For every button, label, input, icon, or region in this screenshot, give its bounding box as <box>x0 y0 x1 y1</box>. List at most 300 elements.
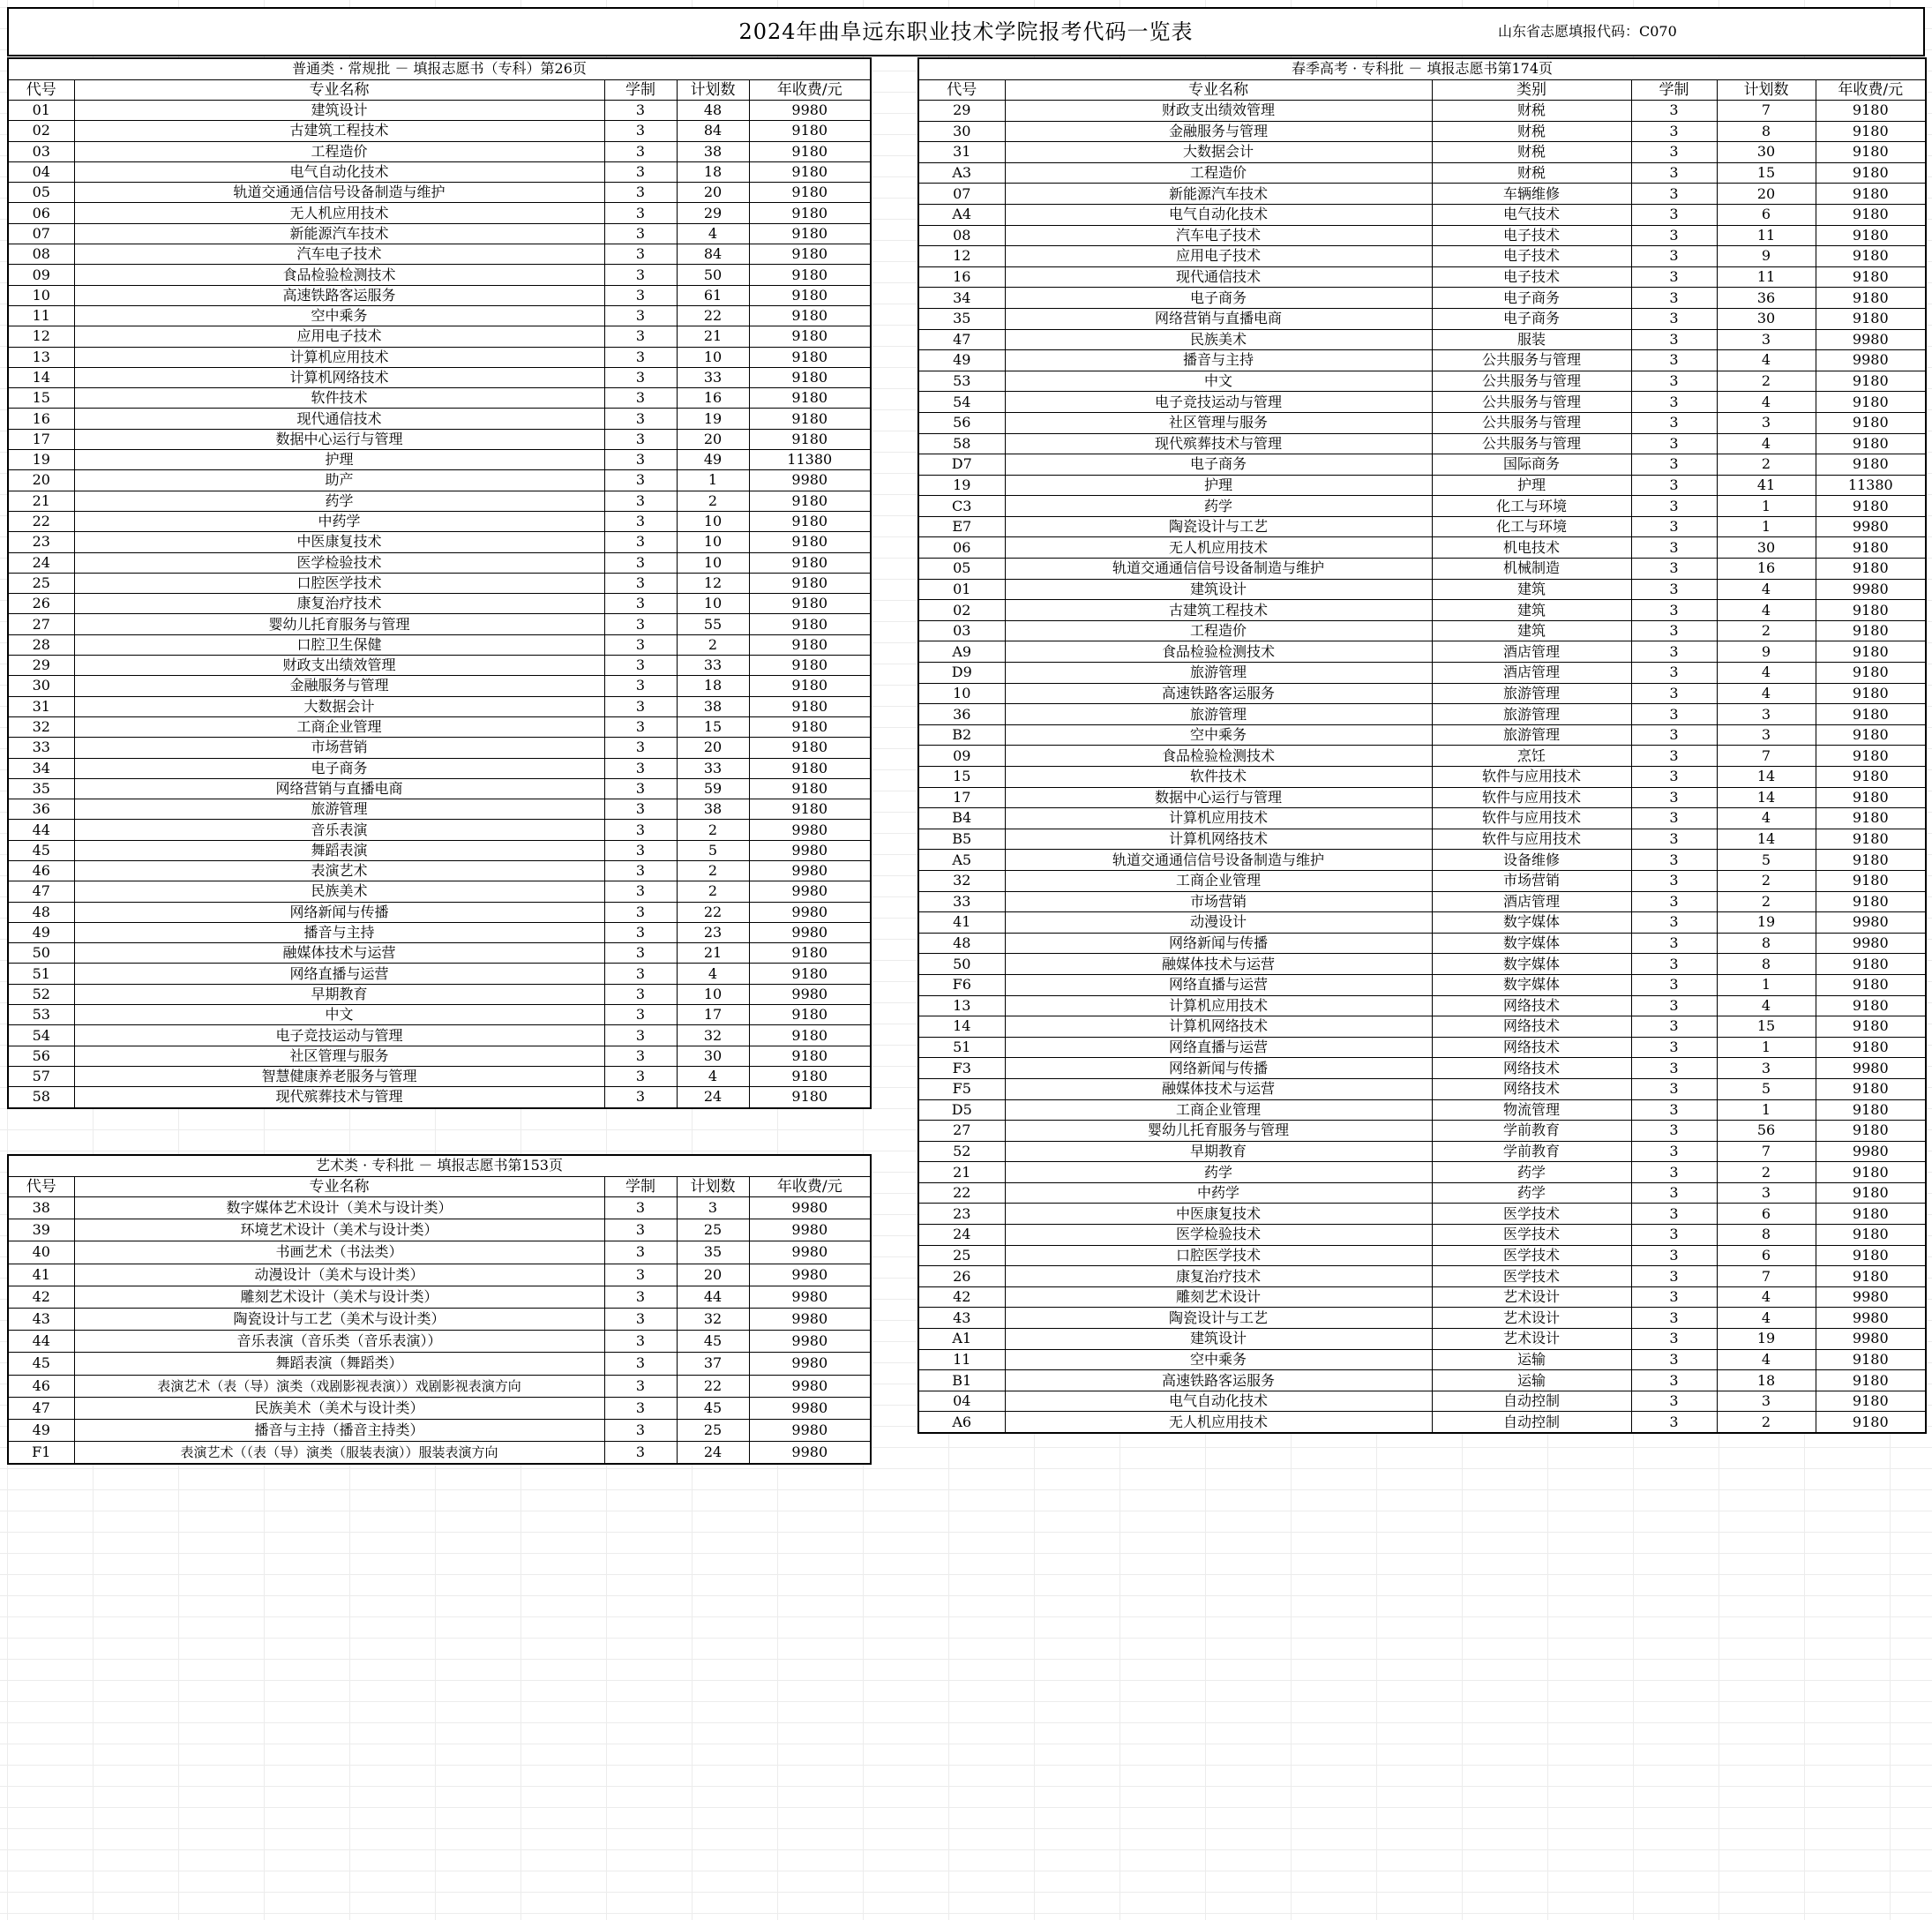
cell-fee: 9180 <box>1816 496 1926 517</box>
cell-code: 47 <box>8 881 74 902</box>
table-row <box>918 1078 1926 1099</box>
cell-fee: 9980 <box>1816 1308 1926 1329</box>
cell-code: D5 <box>918 1099 1005 1121</box>
cell-fee: 9180 <box>749 223 871 244</box>
cell-duration: 3 <box>604 696 677 716</box>
cell-fee: 9180 <box>1816 1016 1926 1038</box>
table-row <box>8 656 871 676</box>
cell-code: A9 <box>918 641 1005 663</box>
cell-duration: 3 <box>604 183 677 203</box>
cell-fee: 9180 <box>749 716 871 737</box>
cell-fee: 11380 <box>1816 475 1926 496</box>
cell-code: 25 <box>8 573 74 593</box>
cell-plan: 21 <box>677 326 749 347</box>
cell-plan: 59 <box>677 778 749 799</box>
cell-fee: 9180 <box>1816 1162 1926 1183</box>
cell-fee: 9980 <box>749 922 871 942</box>
cell-plan: 38 <box>677 799 749 820</box>
cell-duration: 3 <box>604 265 677 285</box>
cell-category: 建筑 <box>1432 579 1631 600</box>
cell-major: 轨道交通通信信号设备制造与维护 <box>74 183 604 203</box>
cell-duration: 3 <box>604 1419 677 1441</box>
cell-category: 软件与应用技术 <box>1432 767 1631 788</box>
cell-code: B2 <box>918 724 1005 746</box>
page-title: 2024年曲阜远东职业技术学院报考代码一览表 <box>738 19 1194 44</box>
cell-code: 20 <box>8 470 74 491</box>
cell-fee: 9180 <box>1816 1204 1926 1225</box>
cell-major: 网络直播与运营 <box>1005 974 1432 995</box>
cell-category: 建筑 <box>1432 600 1631 621</box>
cell-code: 08 <box>8 244 74 265</box>
cell-plan: 15 <box>1717 1016 1816 1038</box>
cell-duration: 3 <box>604 388 677 409</box>
cell-duration: 3 <box>604 1353 677 1375</box>
cell-duration: 3 <box>604 203 677 223</box>
cell-plan: 2 <box>1717 1162 1816 1183</box>
cell-duration: 3 <box>604 367 677 387</box>
cell-major: 药学 <box>74 491 604 511</box>
cell-fee: 9180 <box>1816 829 1926 850</box>
cell-fee: 9180 <box>749 1005 871 1025</box>
cell-fee: 9180 <box>749 183 871 203</box>
cell-duration: 3 <box>604 1397 677 1419</box>
cell-plan: 1 <box>1717 974 1816 995</box>
cell-category: 网络技术 <box>1432 1037 1631 1058</box>
table-row <box>918 392 1926 413</box>
cell-code: A1 <box>918 1329 1005 1350</box>
cell-fee: 9180 <box>749 964 871 984</box>
cell-code: 22 <box>918 1182 1005 1204</box>
cell-plan: 20 <box>677 1264 749 1286</box>
cell-duration: 3 <box>604 1241 677 1264</box>
cell-category: 数字媒体 <box>1432 912 1631 934</box>
cell-plan: 14 <box>1717 767 1816 788</box>
cell-code: 52 <box>8 984 74 1004</box>
table-row <box>8 1264 871 1286</box>
cell-category: 设备维修 <box>1432 850 1631 871</box>
cell-major: 数字媒体艺术设计（美术与设计类） <box>74 1197 604 1219</box>
cell-category: 软件与应用技术 <box>1432 829 1631 850</box>
cell-major: 康复治疗技术 <box>74 594 604 614</box>
cell-fee: 9180 <box>1816 184 1926 205</box>
cell-major: 环境艺术设计（美术与设计类） <box>74 1219 604 1241</box>
cell-duration: 3 <box>604 141 677 161</box>
cell-duration: 3 <box>1631 162 1717 184</box>
cell-major: 电气自动化技术 <box>74 161 604 182</box>
table-row <box>8 943 871 964</box>
column-header-fee: 年收费/元 <box>749 1176 871 1197</box>
cell-duration: 3 <box>1631 1329 1717 1350</box>
cell-major: 数据中心运行与管理 <box>74 429 604 449</box>
cell-fee: 9180 <box>749 656 871 676</box>
cell-plan: 15 <box>1717 162 1816 184</box>
cell-code: 17 <box>8 429 74 449</box>
table-row <box>8 1419 871 1441</box>
cell-plan: 4 <box>1717 995 1816 1016</box>
cell-fee: 9180 <box>1816 808 1926 829</box>
table-row <box>8 244 871 265</box>
cell-plan: 21 <box>677 943 749 964</box>
cell-duration: 3 <box>604 634 677 655</box>
column-header-major: 专业名称 <box>1005 79 1432 101</box>
cell-plan: 2 <box>1717 1412 1816 1433</box>
cell-major: 音乐表演（音乐类（音乐表演）） <box>74 1331 604 1353</box>
table-row <box>8 1375 871 1397</box>
cell-fee: 9180 <box>1816 1182 1926 1204</box>
cell-code: 53 <box>918 371 1005 392</box>
cell-category: 化工与环境 <box>1432 496 1631 517</box>
cell-category: 公共服务与管理 <box>1432 392 1631 413</box>
cell-category: 酒店管理 <box>1432 663 1631 684</box>
table-row <box>8 594 871 614</box>
cell-duration: 3 <box>1631 454 1717 476</box>
column-header-code: 代号 <box>8 79 74 101</box>
cell-code: 50 <box>8 943 74 964</box>
cell-code: 10 <box>918 683 1005 704</box>
cell-duration: 3 <box>1631 184 1717 205</box>
cell-duration: 3 <box>1631 412 1717 433</box>
cell-plan: 3 <box>1717 412 1816 433</box>
cell-duration: 3 <box>1631 559 1717 580</box>
cell-fee: 9180 <box>749 265 871 285</box>
cell-duration: 3 <box>1631 870 1717 891</box>
cell-code: 46 <box>8 1375 74 1397</box>
cell-fee: 9180 <box>1816 663 1926 684</box>
cell-major: 旅游管理 <box>1005 663 1432 684</box>
cell-major: 计算机网络技术 <box>1005 829 1432 850</box>
cell-duration: 3 <box>1631 1308 1717 1329</box>
cell-fee: 9180 <box>1816 308 1926 329</box>
cell-duration: 3 <box>1631 1245 1717 1266</box>
table-row <box>918 1121 1926 1142</box>
cell-major: 助产 <box>74 470 604 491</box>
cell-code: 16 <box>8 409 74 429</box>
cell-plan: 4 <box>1717 1308 1816 1329</box>
cell-major: 中药学 <box>74 511 604 531</box>
cell-fee: 9180 <box>1816 392 1926 413</box>
cell-duration: 3 <box>604 758 677 778</box>
cell-code: 50 <box>918 954 1005 975</box>
cell-duration: 3 <box>604 409 677 429</box>
cell-major: 新能源汽车技术 <box>1005 184 1432 205</box>
table-row <box>918 600 1926 621</box>
cell-major: 护理 <box>1005 475 1432 496</box>
cell-plan: 2 <box>1717 870 1816 891</box>
cell-fee: 9980 <box>749 101 871 121</box>
cell-major: 融媒体技术与运营 <box>74 943 604 964</box>
cell-code: 48 <box>8 902 74 922</box>
cell-code: 13 <box>918 995 1005 1016</box>
cell-category: 财税 <box>1432 101 1631 122</box>
cell-fee: 9980 <box>749 1219 871 1241</box>
table-row <box>918 308 1926 329</box>
cell-duration: 3 <box>604 840 677 860</box>
cell-fee: 9980 <box>1816 1141 1926 1162</box>
table-row <box>918 101 1926 122</box>
cell-fee: 9980 <box>1816 579 1926 600</box>
table-row <box>8 573 871 593</box>
cell-fee: 9180 <box>1816 412 1926 433</box>
cell-code: 42 <box>8 1286 74 1308</box>
cell-category: 自动控制 <box>1432 1391 1631 1412</box>
cell-duration: 3 <box>1631 496 1717 517</box>
cell-duration: 3 <box>1631 1037 1717 1058</box>
cell-major: 高速铁路客运服务 <box>1005 683 1432 704</box>
cell-code: 23 <box>918 1204 1005 1225</box>
table-row <box>918 537 1926 559</box>
table-row <box>8 902 871 922</box>
cell-fee: 9180 <box>1816 995 1926 1016</box>
cell-category: 运输 <box>1432 1349 1631 1370</box>
table-row <box>918 767 1926 788</box>
cell-plan: 17 <box>677 1005 749 1025</box>
cell-fee: 9180 <box>1816 787 1926 808</box>
table-row <box>8 1005 871 1025</box>
cell-plan: 2 <box>1717 371 1816 392</box>
cell-major: 智慧健康养老服务与管理 <box>74 1066 604 1086</box>
cell-category: 服装 <box>1432 329 1631 350</box>
cell-plan: 14 <box>1717 829 1816 850</box>
cell-fee: 9180 <box>749 326 871 347</box>
table-row <box>918 184 1926 205</box>
cell-major: 市场营销 <box>74 738 604 758</box>
cell-fee: 9180 <box>1816 225 1926 246</box>
column-header-fee: 年收费/元 <box>749 79 871 101</box>
cell-category: 数字媒体 <box>1432 954 1631 975</box>
cell-fee: 9180 <box>749 676 871 696</box>
cell-major: 软件技术 <box>74 388 604 409</box>
cell-fee: 9180 <box>749 1046 871 1066</box>
cell-plan: 32 <box>677 1025 749 1046</box>
cell-category: 物流管理 <box>1432 1099 1631 1121</box>
cell-plan: 24 <box>677 1442 749 1465</box>
cell-fee: 9180 <box>1816 600 1926 621</box>
cell-major: 舞蹈表演 <box>74 840 604 860</box>
cell-duration: 3 <box>604 860 677 881</box>
cell-code: 36 <box>8 799 74 820</box>
cell-plan: 2 <box>677 881 749 902</box>
cell-duration: 3 <box>1631 1225 1717 1246</box>
cell-duration: 3 <box>1631 121 1717 142</box>
table-row <box>8 305 871 326</box>
cell-fee: 9180 <box>1816 433 1926 454</box>
cell-duration: 3 <box>604 552 677 573</box>
cell-major: 陶瓷设计与工艺（美术与设计类） <box>74 1308 604 1330</box>
cell-plan: 2 <box>1717 891 1816 912</box>
cell-plan: 1 <box>1717 516 1816 537</box>
cell-category: 学前教育 <box>1432 1121 1631 1142</box>
cell-fee: 9180 <box>1816 371 1926 392</box>
cell-major: 旅游管理 <box>74 799 604 820</box>
cell-plan: 2 <box>1717 620 1816 641</box>
cell-fee: 9980 <box>749 1375 871 1397</box>
cell-category: 化工与环境 <box>1432 516 1631 537</box>
cell-fee: 9180 <box>1816 620 1926 641</box>
cell-fee: 9180 <box>749 614 871 634</box>
cell-code: 47 <box>918 329 1005 350</box>
cell-major: 电子商务 <box>74 758 604 778</box>
title-bar <box>7 7 1925 56</box>
cell-duration: 3 <box>604 1331 677 1353</box>
cell-plan: 35 <box>677 1241 749 1264</box>
cell-duration: 3 <box>1631 142 1717 163</box>
cell-code: 56 <box>8 1046 74 1066</box>
cell-duration: 3 <box>1631 1286 1717 1308</box>
cell-major: 建筑设计 <box>1005 579 1432 600</box>
cell-fee: 9180 <box>749 305 871 326</box>
cell-major: 金融服务与管理 <box>1005 121 1432 142</box>
cell-code: 38 <box>8 1197 74 1219</box>
cell-code: 02 <box>8 121 74 141</box>
cell-duration: 3 <box>1631 246 1717 267</box>
cell-duration: 3 <box>604 429 677 449</box>
cell-major: 工程造价 <box>74 141 604 161</box>
table-row <box>8 614 871 634</box>
cell-code: 19 <box>8 450 74 470</box>
table-row <box>8 450 871 470</box>
cell-major: 电子商务 <box>1005 288 1432 309</box>
cell-code: 43 <box>918 1308 1005 1329</box>
cell-plan: 16 <box>677 388 749 409</box>
spring-exam-table <box>917 57 1927 1434</box>
cell-major: 工商企业管理 <box>74 716 604 737</box>
cell-fee: 9980 <box>1816 1058 1926 1079</box>
cell-duration: 3 <box>1631 663 1717 684</box>
cell-code: 14 <box>918 1016 1005 1038</box>
table-row <box>8 367 871 387</box>
cell-plan: 7 <box>1717 1141 1816 1162</box>
cell-duration: 3 <box>1631 641 1717 663</box>
header-row <box>918 79 1926 101</box>
cell-fee: 9180 <box>749 696 871 716</box>
cell-major: 空中乘务 <box>74 305 604 326</box>
cell-duration: 3 <box>604 984 677 1004</box>
cell-code: 03 <box>918 620 1005 641</box>
cell-major: 网络直播与运营 <box>74 964 604 984</box>
cell-fee: 9180 <box>749 799 871 820</box>
cell-plan: 4 <box>1717 600 1816 621</box>
table-row <box>918 266 1926 288</box>
cell-duration: 3 <box>1631 891 1717 912</box>
cell-fee: 9180 <box>749 121 871 141</box>
table-row <box>918 808 1926 829</box>
table-row <box>918 496 1926 517</box>
cell-plan: 10 <box>677 511 749 531</box>
table-row <box>8 265 871 285</box>
cell-duration: 3 <box>1631 101 1717 122</box>
cell-category: 国际商务 <box>1432 454 1631 476</box>
cell-plan: 20 <box>677 738 749 758</box>
cell-plan: 50 <box>677 265 749 285</box>
table-row <box>8 840 871 860</box>
table-row <box>918 1391 1926 1412</box>
table-row <box>918 620 1926 641</box>
cell-category: 艺术设计 <box>1432 1329 1631 1350</box>
cell-plan: 8 <box>1717 1225 1816 1246</box>
cell-duration: 3 <box>604 1219 677 1241</box>
table-row <box>918 995 1926 1016</box>
cell-duration: 3 <box>1631 1182 1717 1204</box>
cell-duration: 3 <box>1631 1266 1717 1287</box>
cell-major: 动漫设计（美术与设计类） <box>74 1264 604 1286</box>
cell-code: 19 <box>918 475 1005 496</box>
cell-category: 财税 <box>1432 162 1631 184</box>
cell-duration: 3 <box>1631 767 1717 788</box>
cell-duration: 3 <box>1631 1204 1717 1225</box>
cell-major: 网络营销与直播电商 <box>74 778 604 799</box>
table-row <box>918 579 1926 600</box>
cell-code: 24 <box>8 552 74 573</box>
cell-code: 06 <box>918 537 1005 559</box>
cell-duration: 3 <box>1631 1099 1717 1121</box>
cell-code: 32 <box>918 870 1005 891</box>
cell-fee: 9180 <box>749 367 871 387</box>
cell-category: 酒店管理 <box>1432 891 1631 912</box>
table-row <box>918 891 1926 912</box>
cell-code: 49 <box>918 350 1005 371</box>
cell-fee: 9180 <box>749 388 871 409</box>
table-row <box>8 101 871 121</box>
cell-duration: 3 <box>1631 1121 1717 1142</box>
table-row <box>918 1037 1926 1058</box>
cell-code: C3 <box>918 496 1005 517</box>
cell-duration: 3 <box>1631 516 1717 537</box>
cell-fee: 9180 <box>749 347 871 367</box>
cell-duration: 3 <box>604 1025 677 1046</box>
cell-plan: 4 <box>1717 808 1816 829</box>
cell-code: D9 <box>918 663 1005 684</box>
column-header-duration: 学制 <box>1631 79 1717 101</box>
cell-fee: 9180 <box>1816 891 1926 912</box>
cell-fee: 9180 <box>1816 204 1926 225</box>
cell-major: 表演艺术 <box>74 860 604 881</box>
cell-duration: 3 <box>1631 683 1717 704</box>
cell-major: 电子商务 <box>1005 454 1432 476</box>
cell-fee: 9180 <box>749 244 871 265</box>
cell-major: 陶瓷设计与工艺 <box>1005 516 1432 537</box>
table-row <box>8 758 871 778</box>
cell-code: F6 <box>918 974 1005 995</box>
cell-major: 中文 <box>1005 371 1432 392</box>
cell-major: 市场营销 <box>1005 891 1432 912</box>
cell-fee: 9180 <box>749 532 871 552</box>
cell-code: 09 <box>918 746 1005 767</box>
cell-code: 01 <box>8 101 74 121</box>
cell-plan: 6 <box>1717 204 1816 225</box>
cell-plan: 20 <box>1717 184 1816 205</box>
cell-category: 旅游管理 <box>1432 724 1631 746</box>
table-row <box>8 183 871 203</box>
table-row <box>918 974 1926 995</box>
header-row <box>8 1176 871 1197</box>
cell-major: 医学检验技术 <box>1005 1225 1432 1246</box>
cell-duration: 3 <box>604 305 677 326</box>
cell-duration: 3 <box>1631 288 1717 309</box>
cell-duration: 3 <box>604 1046 677 1066</box>
cell-plan: 6 <box>1717 1204 1816 1225</box>
table-row <box>8 1087 871 1108</box>
cell-fee: 9180 <box>749 573 871 593</box>
cell-major: 动漫设计 <box>1005 912 1432 934</box>
cell-duration: 3 <box>604 902 677 922</box>
cell-major: 空中乘务 <box>1005 724 1432 746</box>
cell-fee: 9180 <box>1816 683 1926 704</box>
cell-major: 财政支出绩效管理 <box>1005 101 1432 122</box>
table-row <box>8 1066 871 1086</box>
cell-major: 现代通信技术 <box>1005 266 1432 288</box>
cell-major: 现代通信技术 <box>74 409 604 429</box>
cell-major: 金融服务与管理 <box>74 676 604 696</box>
